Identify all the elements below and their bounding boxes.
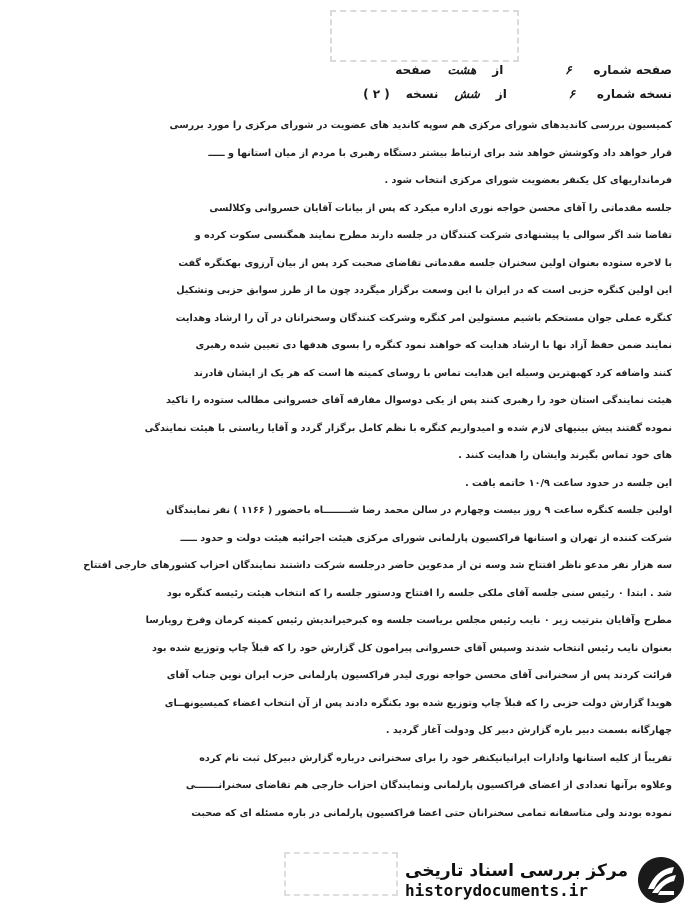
- document-header: [32, 58, 672, 106]
- text-line: شد . ابتدا ۰ رئیس سنی جلسه آقای ملکی جلسه را افتتاح ودستور جلسه را که انتخاب هیئت رئیسه کنگره بود: [166, 587, 672, 599]
- copy-total: شش: [454, 87, 480, 101]
- text-line: نمایند ضمن حفظ آزاد نها با ارشاد هدایت که خواهند نمود کنگره را بسوی هدفها دی تعیین شده رهبری: [195, 340, 672, 351]
- text-line: این اولین کنگره حزبی است که در ایران با این وسعت برگزار میگردد چون ما از طرز سوابق حزبی وتشکیل: [176, 285, 672, 296]
- watermark: [386, 848, 686, 912]
- text-line: این جلسه در حدود ساعت ۱۰/۹ خاتمه یافت .: [465, 477, 672, 489]
- text-line: سه هزار نفر مدعو ناظر افتتاح شد وسه تن از مدعوین حاضر درجلسه شرکت داشتند نمایندگان احزاب کشورهای خارجی افتتاح: [83, 560, 672, 571]
- paragraph-speakers: [28, 745, 672, 828]
- watermark-title: مرکز بررسی اسناد تاریخی: [405, 860, 628, 881]
- text-line: هویدا گزارش دولت حزبی را که قبلاً چاپ وتوزیع شده بود بکنگره دادند پس از آن انتخاب اعضاء کمیسیونهــای: [164, 697, 672, 709]
- text-line: شرکت کننده از تهران و استانها فراکسیون پارلمانی شورای مرکزی هیئت اجرائیه هیئت دولت و حدود ـــــ: [180, 532, 672, 544]
- paragraph-preliminary-session: [28, 195, 672, 470]
- text-line: هیئت نمایندگی استان خود را رهبری کنند پس از یکی دوسوال مفارقه آقای خسروانی مطالب ستوده را تاکید: [165, 395, 672, 406]
- text-line: وعلاوه برآنها تعدادی از اعضای فراکسیون پارلمانی ونمایندگان احزاب خارجی هم تقاضای سخنرانـــــــی: [185, 780, 672, 791]
- text-line: چهارگانه بسمت دبیر باره گزارش دبیر کل ودولت آغاز گردید .: [385, 725, 672, 736]
- text-line: نموده بودند ولی متاسفانه تمامی سخنرانان حتی اعضا فراکسیون پارلمانی در باره مسئله ای که صحبت: [191, 807, 672, 819]
- paragraph-session-end: [28, 470, 672, 498]
- text-line: مطرح وآقایان بترتیب زیر ۰ نایب رئیس مجلس بریاست جلسه وه کبرخیراندیش رئیس کمیته کرمان وفرخ رویارسا: [145, 615, 672, 626]
- text-line: کمیسیون بررسی کاندیدهای شورای مرکزی هم سوپه کاندید های عضویت در شورای مرکزی را مورد بررسی: [169, 120, 672, 131]
- text-line: جلسه مقدماتی را آقای محسن خواجه نوری اداره میکرد که پس از بیانات آقایان خسروانی وکلالسی: [209, 202, 672, 214]
- copy-paren: ( ۲ ): [363, 87, 390, 101]
- page-of: از: [492, 63, 504, 77]
- faded-stamp-bottom: [284, 852, 398, 896]
- faded-stamp-top: [330, 10, 519, 62]
- text-line: های خود تماس بگیرند وایشان را هدایت کنند .: [458, 450, 672, 461]
- copy-unit: نسخه: [405, 87, 439, 101]
- text-line: قرائت کردند پس از سخنرانی آقای محسن خواجه نوری لیدر فراکسیون پارلمانی حزب ایران نوین جناب آقای: [166, 670, 672, 681]
- text-line: با لاخره ستوده بعنوان اولین سخنران جلسه مقدماتی تقاضای صحبت کرد پس از بیان آرزوی بهکنگره گفت: [178, 257, 672, 269]
- page-number: ۶: [565, 63, 572, 77]
- copy-number-line: [32, 82, 672, 106]
- text-line: بعنوان نایب رئیس انتخاب شدند وسپس آقای خسروانی پیرامون کل گزارش خود را که قبلاً چاپ وتوزیع شده بود: [151, 642, 672, 654]
- paragraph-candidates-commission: [28, 112, 672, 195]
- text-line: کنند واضافه کرد کهبهترین وسیله این هدایت تماس با روسای کمیته ها است که هر یک از ایشان قادرند: [193, 367, 672, 379]
- text-line: تقاضا شد اگر سوالی یا پیشنهادی شرکت کنندگان در جلسه دارند مطرح نمایند همگنسی سکوت کرده و: [194, 230, 672, 241]
- copy-label: نسخه شماره: [596, 87, 672, 101]
- page-unit: صفحه: [395, 63, 432, 77]
- text-line: تقریباً از کلیه استانها وادارات ایرانیانیکنفر خود را برای سخنرانی درباره گزارش دبیرکل ثبت نام کرده: [199, 752, 672, 764]
- page-number-line: [32, 58, 672, 82]
- paragraph-first-congress-session: [28, 497, 672, 745]
- page-label: صفحه شماره: [593, 63, 672, 77]
- archive-logo-icon: [636, 855, 686, 905]
- text-line: اولین جلسه کنگره ساعت ۹ روز بیست وچهارم در سالن محمد رضا شــــــــاه باحضور ( ۱۱۶۶ ) نفر نمایندگان: [166, 505, 672, 516]
- text-line: فرمانداریهای کل یکنفر بعضویت شورای مرکزی انتخاب شود .: [384, 175, 672, 186]
- copy-number: ۶: [568, 87, 576, 101]
- document-body: [28, 112, 672, 827]
- text-line: قرار خواهد داد وکوشش خواهد شد برای ارتباط بیشتر دستگاه رهبری با مردم از میان استانها و ـــــ: [208, 147, 672, 159]
- text-line: کنگره عملی جوان مستحکم باشیم مستولین امر کنگره وشرکت کنندگان وسخنرانان در آن را ارشاد وهدایت: [175, 312, 672, 324]
- watermark-url: historydocuments.ir: [405, 880, 589, 900]
- text-line: نموده گفتند پیش بینیهای لازم شده و امیدواریم کنگره با نظم کامل برگزار گردد و آقایا ریاستی با هیئت نمایندگی: [144, 422, 672, 434]
- copy-of: از: [495, 87, 507, 101]
- page-total: هشت: [447, 63, 477, 77]
